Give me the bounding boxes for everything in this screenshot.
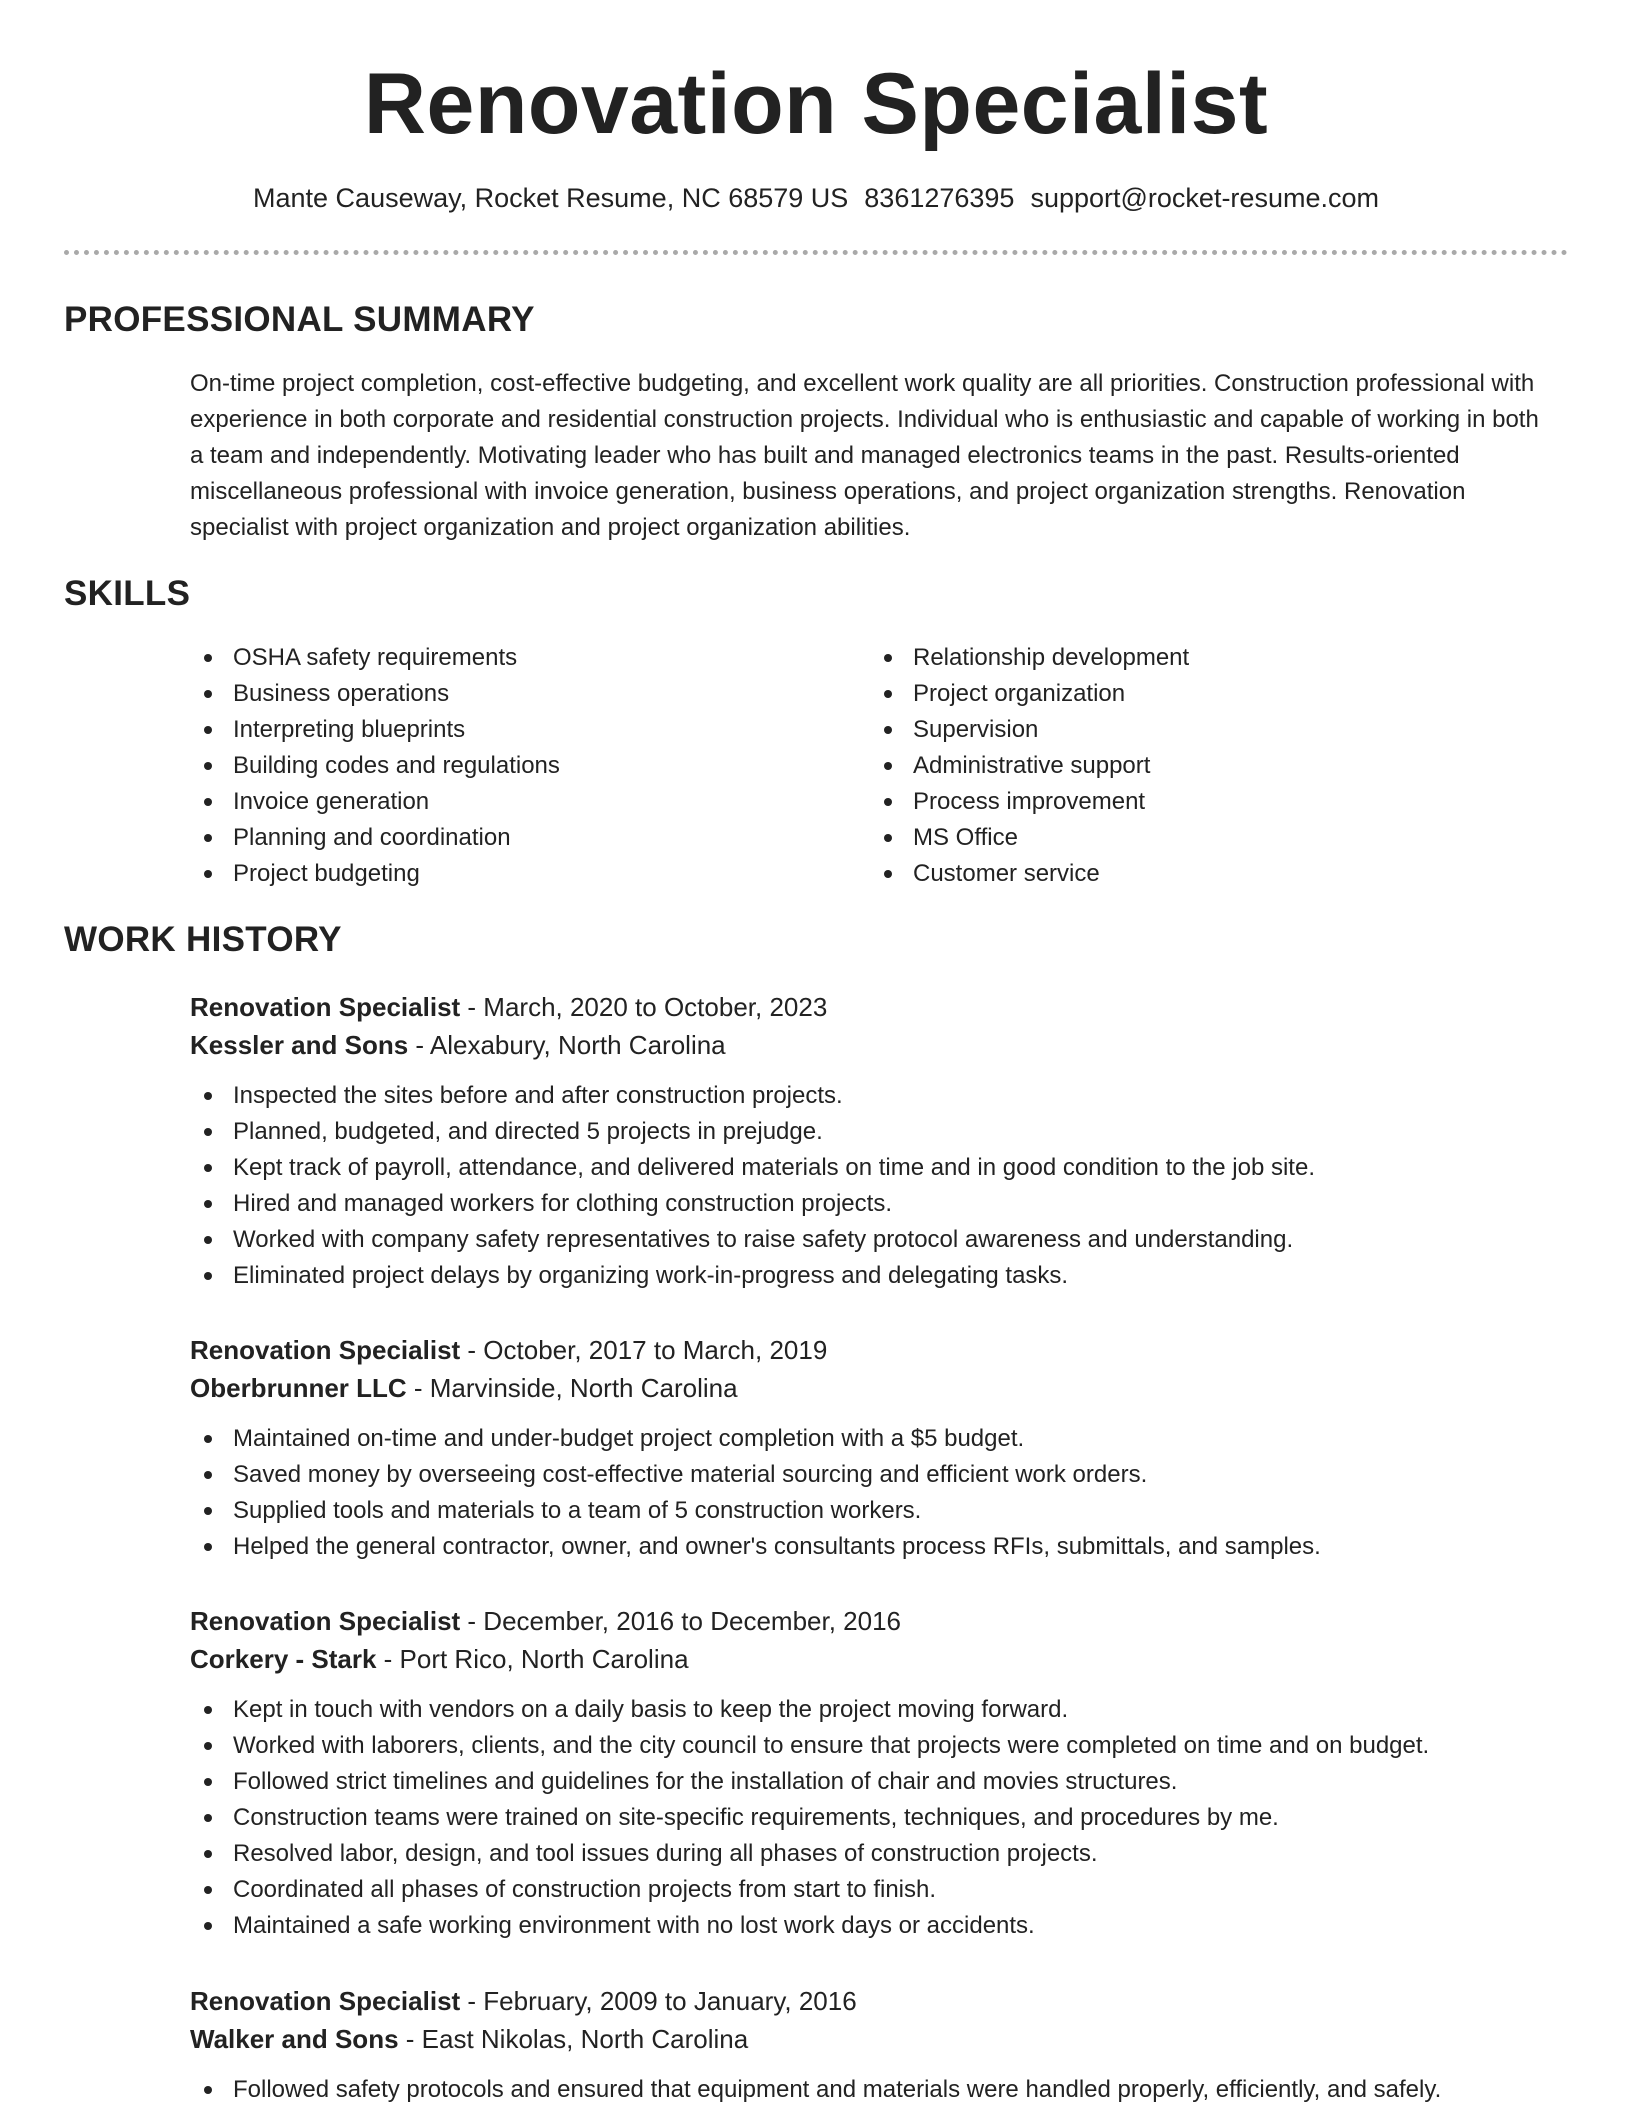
skill-item: Interpreting blueprints [190, 712, 850, 748]
job-company-line [190, 1369, 1570, 1407]
summary-heading: PROFESSIONAL SUMMARY [64, 300, 535, 339]
contact-line [0, 180, 1632, 216]
job-company: Corkery - Stark [190, 1644, 377, 1674]
job-company: Oberbrunner LLC [190, 1373, 407, 1403]
job-company: Walker and Sons [190, 2024, 399, 2054]
skill-item: Business operations [190, 676, 850, 712]
skill-item: OSHA safety requirements [190, 640, 850, 676]
skill-item: Administrative support [870, 748, 1550, 784]
skill-item: Relationship development [870, 640, 1550, 676]
job-bullet: Construction teams were trained on site-specific requirements, techniques, and procedures by me. [190, 1800, 1570, 1836]
job-entry [190, 1982, 1570, 2108]
job-dates: - February, 2009 to January, 2016 [460, 1986, 857, 2016]
job-bullet: Worked with laborers, clients, and the city council to ensure that projects were completed on time and on budget. [190, 1728, 1570, 1764]
job-dates: - December, 2016 to December, 2016 [460, 1606, 901, 1636]
contact-phone: 8361276395 [864, 183, 1015, 213]
job-role: Renovation Specialist [190, 1335, 461, 1365]
job-location: - Marvinside, North Carolina [406, 1373, 738, 1403]
summary-text: On-time project completion, cost-effective budgeting, and excellent work quality are all priorities. Construction professional with experience in both corporate and residential construction projects. Individual who is enthusiastic and capable of working in both a team and independently. Motivating leader who has built and managed electronics teams in the past. Results-oriented miscellaneous professional with invoice generation, business operations, and project organization strengths. Renovation specialist with project organization and project organization abilities. [190, 370, 1539, 541]
job-role: Renovation Specialist [190, 1986, 461, 2016]
job-bullet: Helped the general contractor, owner, and owner's consultants process RFIs, submittals, and samples. [190, 1529, 1570, 1565]
skill-item: Planning and coordination [190, 820, 850, 856]
job-company: Kessler and Sons [190, 1030, 409, 1060]
job-bullet: Worked with company safety representatives to raise safety protocol awareness and understanding. [190, 1222, 1570, 1258]
job-bullet: Resolved labor, design, and tool issues during all phases of construction projects. [190, 1836, 1570, 1872]
skill-item: MS Office [870, 820, 1550, 856]
job-entry [190, 1331, 1570, 1565]
job-bullet: Followed strict timelines and guidelines for the installation of chair and movies structures. [190, 1764, 1570, 1800]
job-company-line [190, 2020, 1570, 2058]
job-title-line [190, 988, 1570, 1026]
job-entry [190, 1602, 1570, 1944]
job-entry [190, 988, 1570, 1294]
job-bullet: Maintained a safe working environment with no lost work days or accidents. [190, 1908, 1570, 1944]
job-bullet: Coordinated all phases of construction projects from start to finish. [190, 1872, 1570, 1908]
job-bullet: Followed safety protocols and ensured that equipment and materials were handled properly, efficiently, and safely. [190, 2072, 1570, 2108]
job-bullet: Supplied tools and materials to a team of 5 construction workers. [190, 1493, 1570, 1529]
skills-left-column [190, 640, 850, 892]
job-bullet: Planned, budgeted, and directed 5 projects in prejudge. [190, 1114, 1570, 1150]
skill-item: Project budgeting [190, 856, 850, 892]
job-bullet: Kept in touch with vendors on a daily basis to keep the project moving forward. [190, 1692, 1570, 1728]
skill-item: Project organization [870, 676, 1550, 712]
job-role: Renovation Specialist [190, 992, 461, 1022]
job-bullet: Hired and managed workers for clothing construction projects. [190, 1186, 1570, 1222]
job-company-line [190, 1640, 1570, 1678]
job-title-line [190, 1602, 1570, 1640]
job-title-line [190, 1331, 1570, 1369]
resume-name: Renovation Specialist [363, 56, 1269, 152]
skills-right-column [870, 640, 1550, 892]
contact-email: support@rocket-resume.com [1030, 183, 1379, 213]
contact-address: Mante Causeway, Rocket Resume, NC 68579 US [253, 183, 849, 213]
job-location: - Alexabury, North Carolina [408, 1030, 726, 1060]
skills-heading: SKILLS [64, 574, 191, 613]
job-bullet: Saved money by overseeing cost-effective material sourcing and efficient work orders. [190, 1457, 1570, 1493]
skill-item: Invoice generation [190, 784, 850, 820]
job-company-line [190, 1026, 1570, 1064]
job-title-line [190, 1982, 1570, 2020]
header-divider [64, 250, 1568, 255]
job-dates: - March, 2020 to October, 2023 [460, 992, 828, 1022]
work-history-heading: WORK HISTORY [64, 920, 342, 959]
skill-item: Building codes and regulations [190, 748, 850, 784]
skill-item: Process improvement [870, 784, 1550, 820]
job-bullet: Kept track of payroll, attendance, and delivered materials on time and in good condition to the job site. [190, 1150, 1570, 1186]
skill-item: Customer service [870, 856, 1550, 892]
job-bullet: Maintained on-time and under-budget project completion with a $5 budget. [190, 1421, 1570, 1457]
job-role: Renovation Specialist [190, 1606, 461, 1636]
job-location: - East Nikolas, North Carolina [398, 2024, 749, 2054]
job-bullet: Eliminated project delays by organizing work-in-progress and delegating tasks. [190, 1258, 1570, 1294]
job-bullet: Inspected the sites before and after construction projects. [190, 1078, 1570, 1114]
skill-item: Supervision [870, 712, 1550, 748]
job-dates: - October, 2017 to March, 2019 [460, 1335, 828, 1365]
job-location: - Port Rico, North Carolina [376, 1644, 689, 1674]
